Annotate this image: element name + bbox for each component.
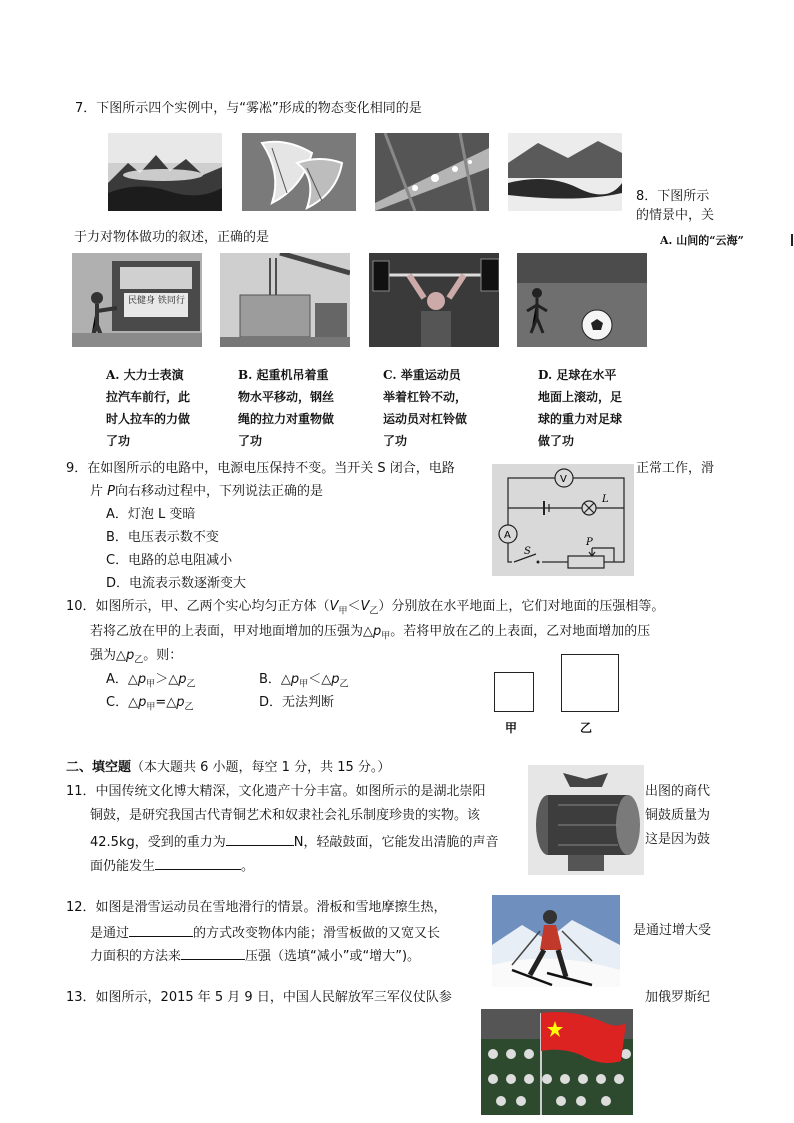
q8-stem-line1: 8．下图所示 — [636, 189, 710, 204]
text-run: ＜ — [347, 599, 361, 614]
sub-jia: 甲 — [381, 631, 391, 642]
skier-photo — [492, 895, 620, 987]
var-v: V — [360, 599, 370, 614]
q10-option-c — [106, 694, 194, 717]
circuit-diagram — [492, 464, 634, 576]
q7-stem: 7．下图所示四个实例中，与“雾凇”形成的物态变化相同的是 — [75, 101, 422, 116]
option-line: 举着杠铃不动， — [383, 390, 468, 404]
switch-label: S — [524, 546, 531, 557]
text-run: 42.5kg，受到的重力为 — [90, 835, 226, 850]
dew-grass-photo — [375, 133, 489, 211]
q10-option-d: D．无法判断 — [259, 695, 335, 710]
q12-line3 — [90, 945, 420, 966]
rheostat-icon — [568, 556, 604, 568]
answer-blank-method[interactable] — [129, 922, 193, 937]
option-line: 了功 — [106, 434, 131, 448]
option-line: 了功 — [383, 434, 408, 448]
q9-stem-line2 — [90, 483, 323, 501]
text-run: ＞△ — [155, 672, 179, 687]
var-p: P — [107, 484, 115, 499]
text-run: 压强（选填“减小”或“增大”)。 — [245, 949, 421, 964]
q11-line1-right: 出图的商代 — [645, 784, 711, 799]
q10-stem-line2 — [90, 623, 650, 646]
text-run: 。若将甲放在乙的上表面，乙对地面增加的压 — [390, 624, 651, 639]
q9-option-d: D．电流表示数逐渐变大 — [106, 576, 247, 591]
truck-pulling-photo — [72, 253, 202, 347]
section-title: 二、填空题 — [66, 760, 132, 775]
option-line: 物水平移动，钢丝 — [238, 390, 335, 404]
football-photo — [517, 253, 647, 347]
cube-yi-label: 乙 — [580, 721, 593, 735]
answer-blank-gravity[interactable] — [226, 831, 294, 846]
sub-yi: 乙 — [369, 606, 379, 617]
option-line: 球的重力对足球 — [538, 412, 623, 426]
bus-banner-text: 民健身 铁同行 — [128, 296, 185, 306]
text-run: 是通过 — [90, 926, 130, 941]
stray-option-cloud-sea: A. 山间的“云海” — [660, 234, 744, 247]
sub-yi: 乙 — [186, 679, 196, 690]
text-run: 面仍能发生 — [90, 859, 156, 874]
voltmeter-label: V — [560, 474, 567, 485]
sub-jia: 甲 — [338, 606, 348, 617]
var-p: p — [373, 624, 382, 639]
text-run: =△ — [155, 695, 177, 710]
q13-line1-right: 加俄罗斯纪 — [645, 990, 711, 1005]
text-run: 10．如图所示，甲、乙两个实心均匀正方体（ — [66, 599, 330, 614]
text-run: 。则： — [143, 648, 183, 663]
text-run: A．△ — [106, 672, 138, 687]
text-run: C．△ — [106, 695, 139, 710]
option-line: D. 足球在水平 — [538, 368, 617, 382]
weightlifter-photo — [369, 253, 499, 347]
section-2-heading — [66, 759, 390, 777]
var-p: p — [137, 672, 147, 687]
text-run: 若将乙放在甲的上表面，甲对地面增加的压强为△ — [90, 624, 373, 639]
sub-yi: 乙 — [134, 655, 144, 666]
text-run: 。 — [241, 859, 255, 874]
q11-line1: 11．中国传统文化博大精深，文化遗产十分丰富。如图所示的是湖北崇阳 — [66, 784, 486, 799]
q9-option-c: C．电路的总电阻减小 — [106, 553, 233, 568]
q10-stem-line3 — [90, 647, 182, 670]
q12-line2 — [90, 922, 440, 943]
text-run: B．△ — [259, 672, 291, 687]
sub-jia: 甲 — [146, 679, 156, 690]
option-line: 地面上滚动，足 — [538, 390, 623, 404]
q11-line2-right: 铜鼓质量为 — [645, 808, 711, 823]
q9-stem-line1-right: 正常工作，滑 — [636, 461, 715, 476]
option-line: 运动员对杠铃做 — [383, 412, 468, 426]
cube-jia — [494, 672, 534, 712]
q11-line3-right: 这是因为鼓 — [645, 832, 711, 847]
q10-stem-line1 — [66, 598, 664, 621]
crane-photo — [220, 253, 350, 347]
option-line: A. 大力士表演 — [106, 368, 184, 382]
q8-stem-line3: 于力对物体做功的叙述，正确的是 — [74, 230, 270, 245]
var-p: p — [126, 648, 135, 663]
sub-yi: 乙 — [339, 679, 349, 690]
bronze-drum-photo — [528, 765, 644, 875]
cube-jia-label: 甲 — [505, 721, 518, 735]
section-note: （本大题共 6 小题，每空 1 分，共 15 分。） — [131, 760, 391, 775]
q11-line2: 铜鼓，是研究我国古代青铜艺术和奴隶社会礼乐制度珍贵的实物。该 — [90, 808, 481, 823]
text-run: 片 — [90, 484, 108, 499]
option-line: C. 举重运动员 — [383, 368, 461, 382]
q12-line1: 12．如图是滑雪运动员在雪地滑行的情景。滑板和雪地摩擦生热， — [66, 900, 447, 915]
sub-jia: 甲 — [146, 702, 156, 713]
text-run: 力面积的方法来 — [90, 949, 182, 964]
answer-blank-vibration[interactable] — [155, 855, 241, 870]
lamp-label: L — [602, 494, 609, 505]
overflow-bar — [791, 234, 793, 246]
text-run: 强为△ — [90, 648, 126, 663]
option-line: 做了功 — [538, 434, 575, 448]
mountain-fog-photo — [108, 133, 222, 211]
q9-option-b: B．电压表示数不变 — [106, 530, 219, 545]
q10-option-b — [259, 671, 348, 694]
answer-blank-pressure[interactable] — [181, 945, 245, 960]
q13-line1: 13．如图所示，2015 年 5 月 9 日，中国人民解放军三军仪仗队参 — [66, 990, 452, 1005]
var-p: p — [290, 672, 300, 687]
q10-option-a — [106, 671, 195, 694]
ammeter-label: A — [504, 530, 511, 541]
snow-river-photo — [508, 133, 622, 211]
q11-line4 — [90, 855, 254, 876]
option-line: B. 起重机吊着重 — [238, 368, 329, 382]
sub-jia: 甲 — [299, 679, 309, 690]
cube-yi — [561, 654, 619, 712]
text-run: N，轻敲鼓面，它能发出清脆的声音 — [293, 835, 499, 850]
option-line: 了功 — [238, 434, 263, 448]
q8-stem-line2: 的情景中，关 — [636, 208, 715, 223]
var-v: V — [329, 599, 339, 614]
text-run: ＜△ — [308, 672, 332, 687]
option-line: 绳的拉力对重物做 — [238, 412, 335, 426]
q9-stem-line1: 9．在如图所示的电路中，电源电压保持不变。当开关 S 闭合，电路 — [66, 461, 455, 476]
var-p: p — [176, 695, 185, 710]
var-p: p — [138, 695, 147, 710]
text-run: 向右移动过程中，下列说法正确的是 — [114, 484, 323, 499]
var-p: p — [331, 672, 340, 687]
var-p: p — [178, 672, 187, 687]
q11-line3 — [90, 831, 498, 852]
text-run: ）分别放在水平地面上，它们对地面的压强相等。 — [378, 599, 665, 614]
honor-guard-photo — [481, 1009, 633, 1115]
option-line: 拉汽车前行，此 — [106, 390, 191, 404]
slider-label: P — [586, 537, 593, 548]
option-line: 时人拉车的力做 — [106, 412, 191, 426]
frost-leaf-photo — [242, 133, 356, 211]
text-run: 的方式改变物体内能；滑雪板做的又宽又长 — [193, 926, 441, 941]
q12-line2-right: 是通过增大受 — [633, 923, 712, 938]
sub-yi: 乙 — [184, 702, 194, 713]
q9-option-a: A．灯泡 L 变暗 — [106, 507, 196, 522]
